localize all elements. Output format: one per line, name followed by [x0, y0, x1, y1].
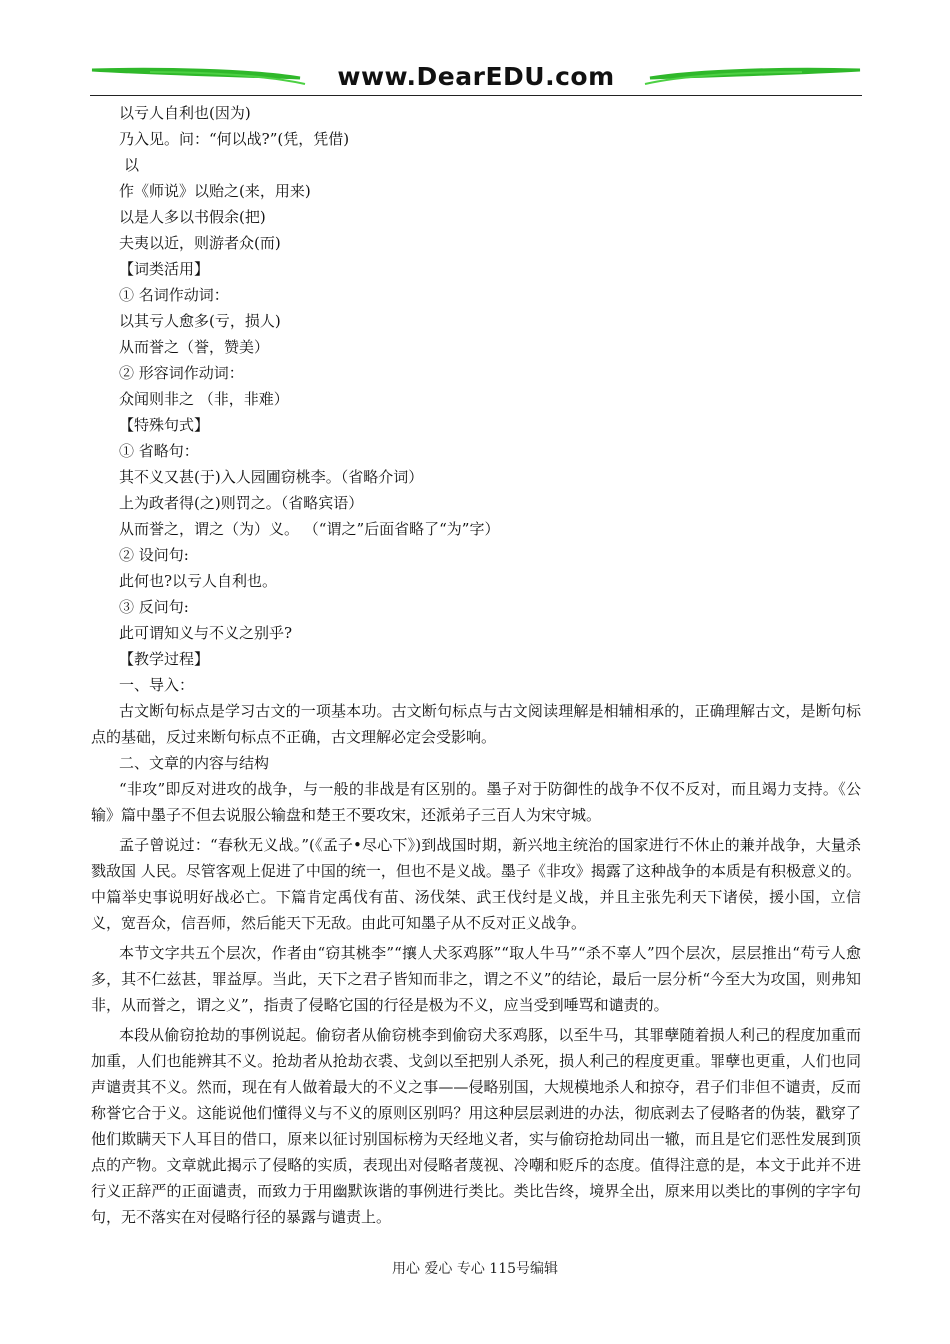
section-heading: 【特殊句式】 [119, 416, 210, 434]
text-line: 其不义又甚(于)入人园圃窃桃李。（省略介词） [119, 468, 424, 486]
text-line: ① 省略句： [119, 442, 199, 460]
paragraph-mengzi: 孟子曾说过：“春秋无义战。”(《孟子•尽心下》)到战国时期，新兴地主统治的国家进行不休止的兼并战争，大量杀戮敌国 人民。尽管客观上促进了中国的统一，但也不是义战。墨子《非攻》揭露了这种战争的本质是有积极意义的。中篇举史事说明好战必亡。下篇肯定禹伐有苗、汤伐桀、武王伐纣是义战，并且主张先利天下诸侯，援小国，立信义，宽吾众，信吾师，然后能天下无敌。由此可知墨子从不反对正义战争。 [91, 836, 861, 932]
text-line: ② 形容词作动词： [119, 364, 244, 382]
text-line: ① 名词作动词： [119, 286, 229, 304]
page-footer: 用心 爱心 专心 115号编辑 [391, 1261, 559, 1277]
header-rule [90, 95, 862, 96]
document-body [91, 100, 861, 1230]
text-line: 此何也?以亏人自利也。 [119, 572, 278, 590]
text-line: 以其亏人愈多(亏，损人) [119, 312, 281, 330]
paragraph-structure: 本节文字共五个层次，作者由“窃其桃李”“攘人犬豕鸡豚”“取人牛马”“杀不辜人”四个层次，层层推出“苟亏人愈多，其不仁兹甚，罪益厚。当此，天下之君子皆知而非之，谓之不义”的结论，最后一层分析“今至大为攻国，则弗知非，从而誉之，谓之义”，指责了侵略它国的行径是极为不义，应当受到唾骂和谴责的。 [91, 944, 861, 1014]
text-line: 作《师说》以贻之(来，用来) [119, 182, 311, 200]
text-line: 众闻则非之 （非，非难） [119, 390, 289, 408]
text-line: 乃入见。问：“何以战?”(凭，凭借) [119, 130, 350, 148]
paragraph-feigong: “非攻”即反对进攻的战争，与一般的非战是有区别的。墨子对于防御性的战争不仅不反对，而且竭力支持。《公输》篇中墨子不但去说服公输盘和楚王不要攻宋，还派弟子三百人为宋守城。 [91, 780, 861, 824]
text-line: ③ 反问句: [119, 598, 189, 616]
text-line: 上为政者得(之)则罚之。（省略宾语） [119, 494, 364, 512]
text-line: 以是人多以书假余(把) [119, 208, 266, 226]
section-heading: 【词类活用】 [119, 260, 210, 278]
section-heading: 【教学过程】 [119, 650, 210, 668]
text-line: 以亏人自利也(因为) [119, 104, 251, 122]
text-line: 一、导入： [119, 676, 195, 694]
text-line: 夫夷以近，则游者众(而) [119, 234, 281, 252]
site-logo: www.DearEDU.com [337, 62, 615, 91]
text-line: ② 设问句: [119, 546, 189, 564]
section-heading: 二、文章的内容与结构 [119, 754, 270, 772]
text-line: 从而誉之（誉，赞美） [119, 338, 270, 356]
page-header [90, 58, 862, 96]
paragraph-intro: 古文断句标点是学习古文的一项基本功。古文断句标点与古文阅读理解是相辅相承的，正确理解古文，是断句标点的基础，反过来断句标点不正确，古文理解必定会受影响。 [91, 702, 861, 746]
text-line: 以 [124, 156, 140, 174]
text-line: 从而誉之，谓之（为）义。 （“谓之”后面省略了“为”字） [119, 520, 500, 538]
paragraph-analysis: 本段从偷窃抢劫的事例说起。偷窃者从偷窃桃李到偷窃犬豕鸡豚，以至牛马，其罪孽随着损人利己的程度加重而加重，人们也能辨其不义。抢劫者从抢劫衣裘、戈剑以至把别人杀死，损人利己的程度更重。罪孽也更重，人们也同声谴责其不义。然而，现在有人做着最大的不义之事——侵略别国，大规模地杀人和掠夺，君子们非但不谴责，反而称誉它合于义。这能说他们懂得义与不义的原则区别吗？用这种层层剥进的办法，彻底剥去了侵略者的伪装，戳穿了他们欺瞒天下人耳目的借口，原来以征讨别国标榜为天经地义者，实与偷窃抢劫同出一辙，而且是它们恶性发展到顶点的产物。文章就此揭示了侵略的实质，表现出对侵略者蔑视、冷嘲和贬斥的态度。值得注意的是，本文于此并不进行义正辞严的正面谴责，而致力于用幽默诙谐的事例进行类比。类比告终，境界全出，原来用以类比的事例的字字句句，无不落实在对侵略行径的暴露与谴责上。 [91, 1026, 861, 1226]
text-line: 此可谓知义与不义之别乎? [119, 624, 293, 642]
